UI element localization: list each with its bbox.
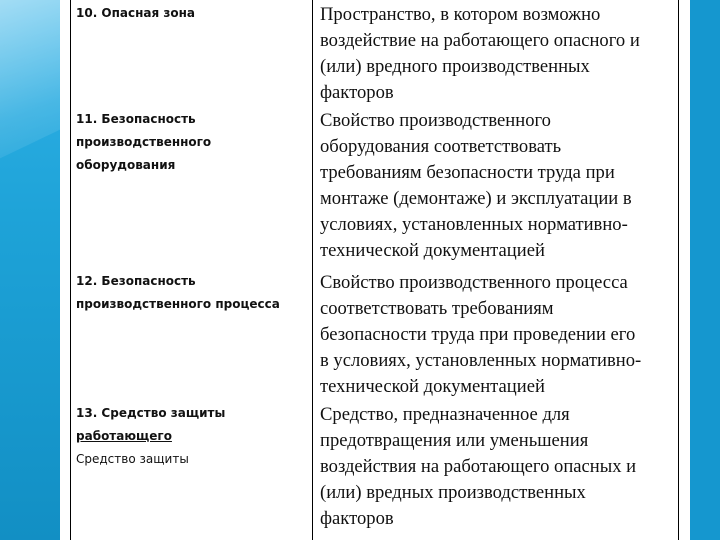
- term-label: оборудования: [76, 158, 176, 172]
- definition-line: требованиям безопасности труда при: [320, 162, 615, 183]
- term-label: 11. Безопасность: [76, 112, 196, 126]
- definition-line: технической документацией: [320, 240, 545, 261]
- definition-cell: [320, 2, 680, 106]
- definition-cell: [320, 108, 680, 264]
- definition-line: монтаже (демонтаже) и эксплуатации в: [320, 188, 632, 209]
- definition-line: предотвращения или уменьшения: [320, 430, 589, 451]
- table-column-divider: [312, 0, 313, 540]
- term-label: производственного процесса: [76, 297, 280, 311]
- term-label: 13. Средство защиты: [76, 406, 226, 420]
- definition-cell: [320, 270, 680, 400]
- definition-line: соответствовать требованиям: [320, 298, 554, 319]
- term-cell: [76, 402, 308, 471]
- definition-line: Средство, предназначенное для: [320, 404, 570, 425]
- definition-cell: [320, 402, 680, 532]
- table-left-border: [70, 0, 71, 540]
- definition-line: (или) вредных производственных: [320, 482, 586, 503]
- term-cell: [76, 2, 308, 25]
- term-label: производственного: [76, 135, 212, 149]
- definition-line: факторов: [320, 508, 394, 529]
- term-cell: [76, 270, 308, 316]
- definition-line: технической документацией: [320, 376, 545, 397]
- definition-line: оборудования соответствовать: [320, 136, 562, 157]
- term-label: 12. Безопасность: [76, 274, 196, 288]
- term-label: работающего: [76, 429, 172, 443]
- definition-line: Свойство производственного: [320, 110, 551, 131]
- definition-line: безопасности труда при проведении его: [320, 324, 636, 345]
- definition-line: Пространство, в котором возможно: [320, 4, 601, 25]
- term-label: 10. Опасная зона: [76, 6, 196, 20]
- definition-line: (или) вредного производственных: [320, 56, 590, 77]
- definition-line: воздействия на работающего опасных и: [320, 456, 637, 477]
- definition-line: в условиях, установленных нормативно-: [320, 350, 642, 371]
- definition-line: Свойство производственного процесса: [320, 272, 628, 293]
- definition-line: факторов: [320, 82, 394, 103]
- term-cell: [76, 108, 308, 177]
- term-synonym: Средство защиты: [76, 452, 189, 466]
- definition-line: воздействие на работающего опасного и: [320, 30, 640, 51]
- slide-background-right: [690, 0, 720, 540]
- definition-line: условиях, установленных нормативно-: [320, 214, 628, 235]
